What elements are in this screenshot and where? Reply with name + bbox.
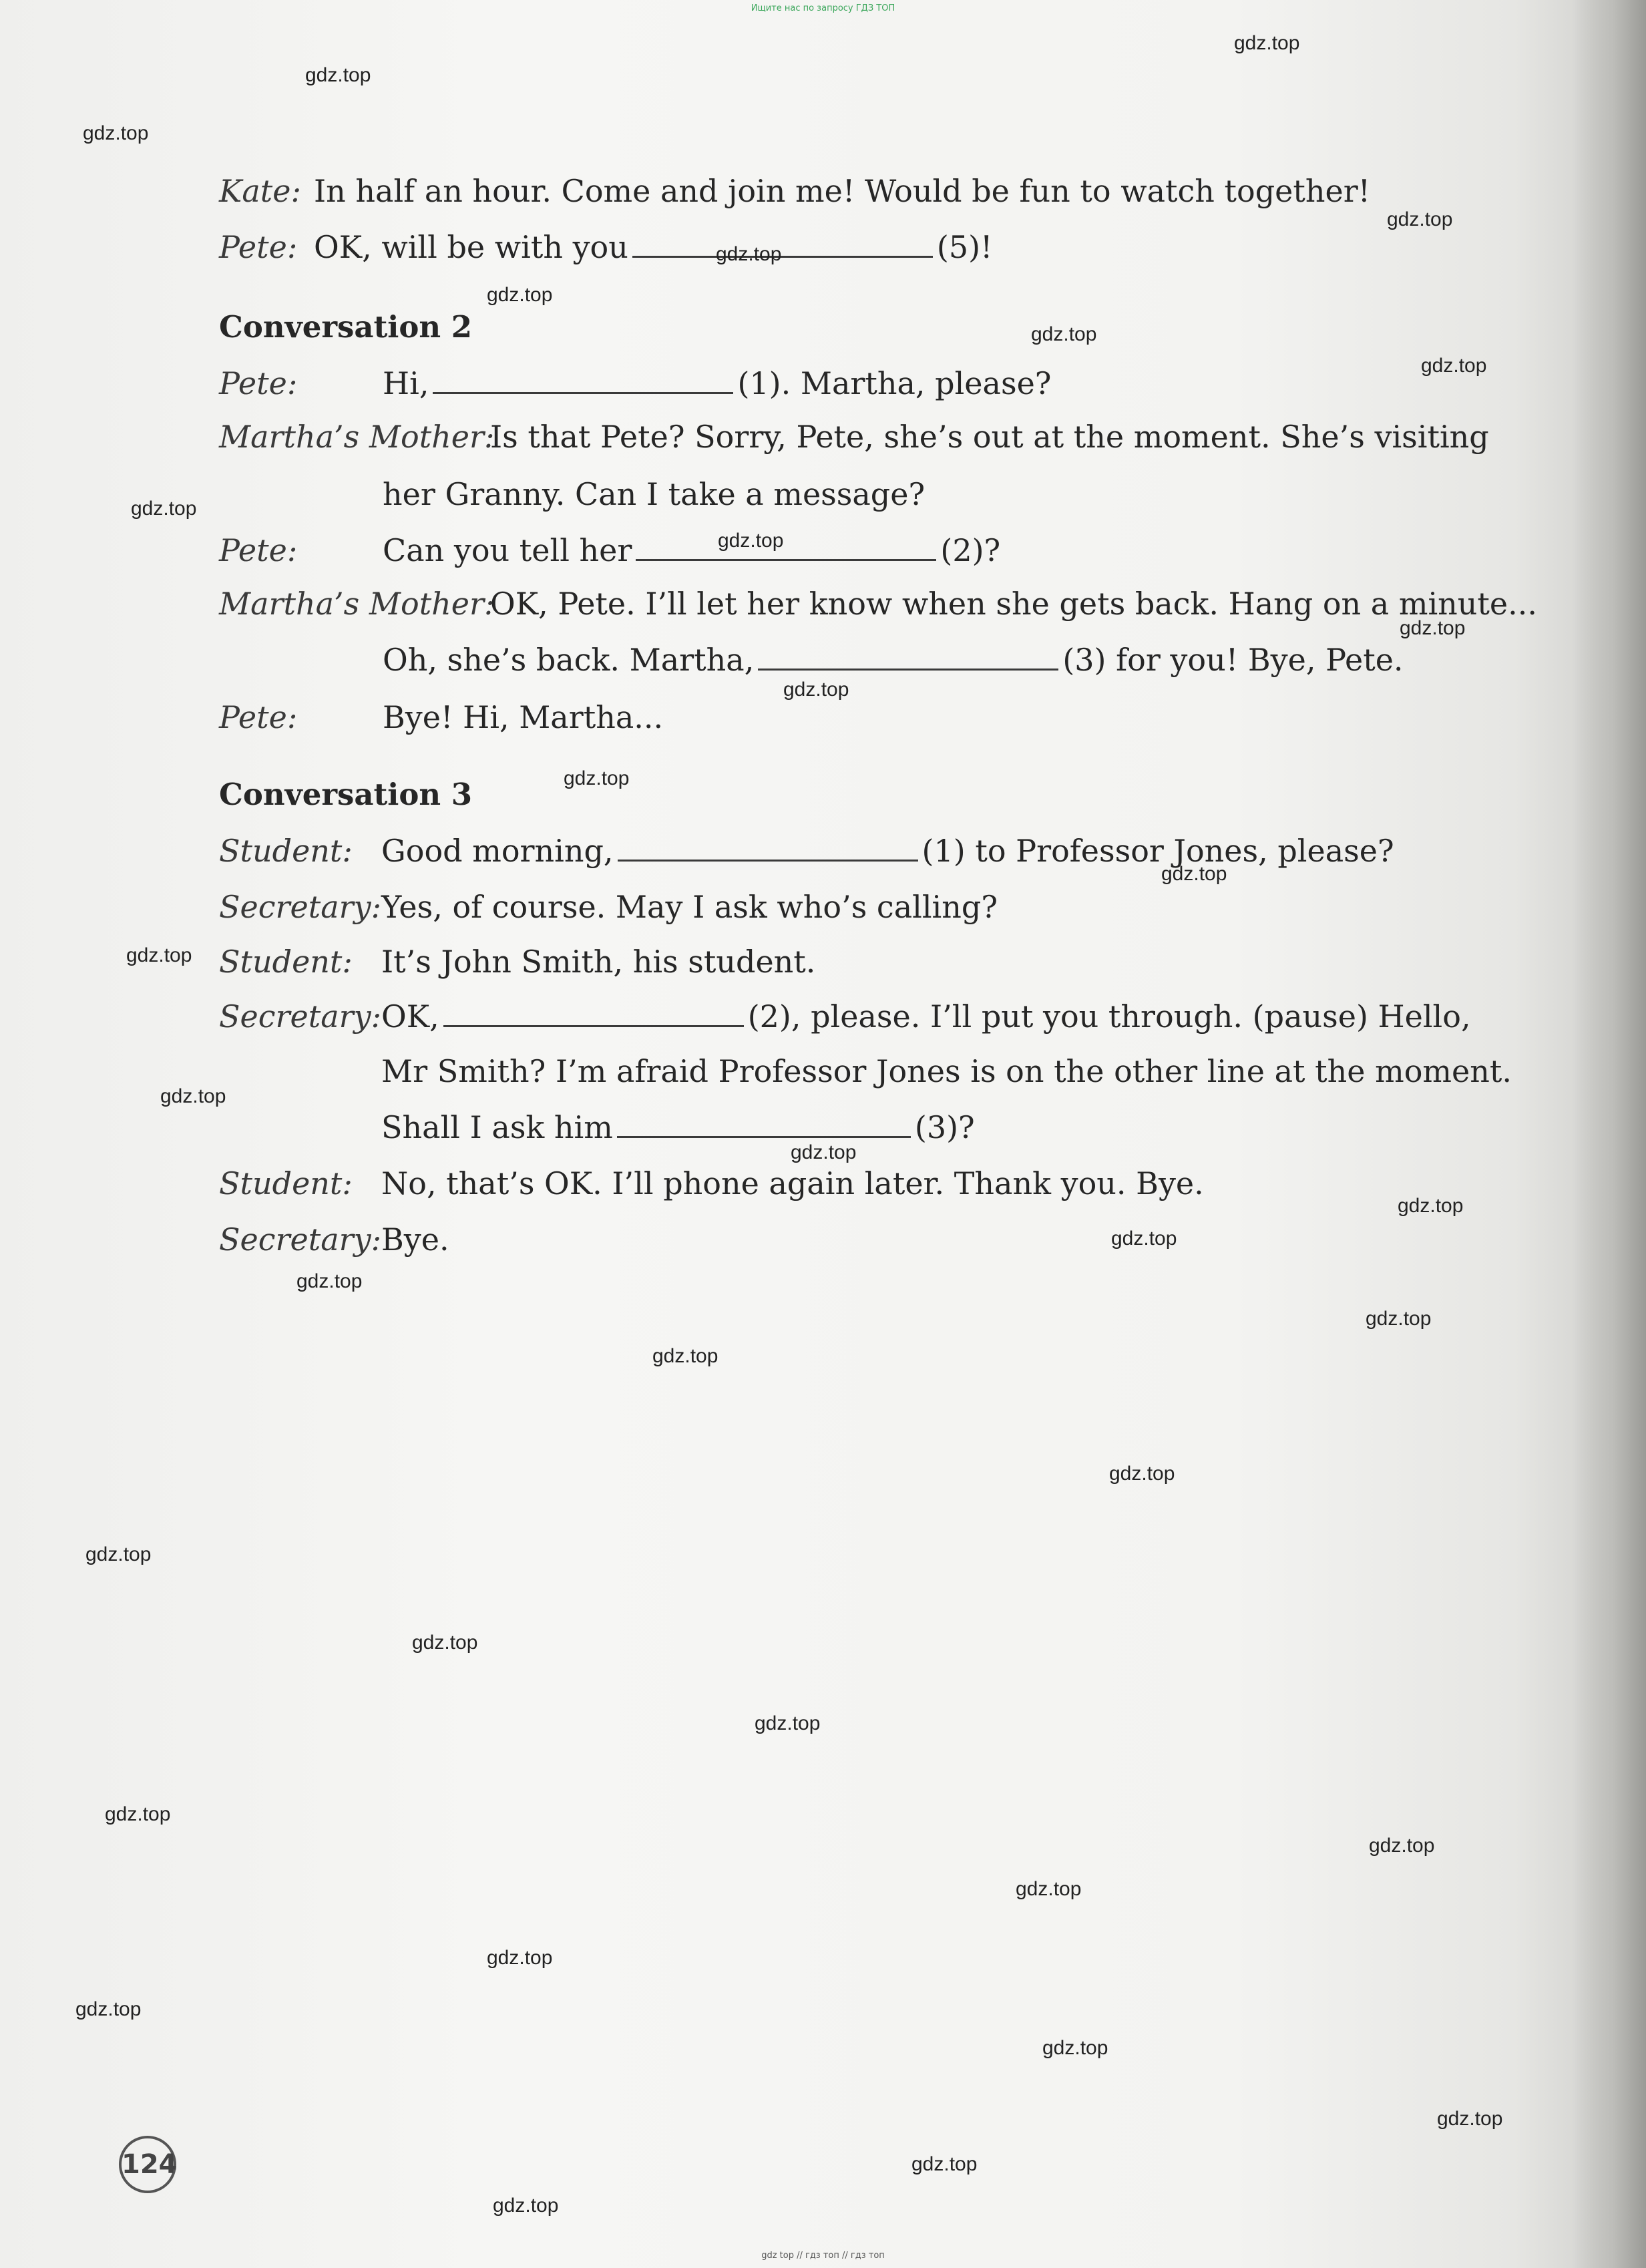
- watermark: gdz.top: [412, 1632, 478, 1654]
- watermark: gdz.top: [160, 1085, 226, 1107]
- answer-gap-1[interactable]: [433, 368, 733, 394]
- conv1-line-kate: [219, 172, 1370, 210]
- watermark: gdz.top: [85, 1543, 152, 1565]
- watermark: gdz.top: [1421, 355, 1487, 377]
- line-text: Yes, of course. May I ask who’s calling?: [381, 889, 998, 925]
- watermark: gdz.top: [783, 679, 849, 701]
- watermark: gdz.top: [105, 1803, 171, 1825]
- line-text: OK,: [381, 998, 439, 1034]
- watermark: gdz.top: [1234, 32, 1300, 54]
- line-text: (1) to Professor Jones, please?: [921, 833, 1394, 869]
- line-text: Can you tell her: [383, 532, 632, 568]
- watermark: gdz.top: [1109, 1463, 1175, 1485]
- conv2-line-7: [219, 699, 663, 736]
- book-gutter-shadow: [1573, 0, 1646, 2268]
- watermark: gdz.top: [1042, 2037, 1108, 2059]
- line-text: (3) for you! Bye, Pete.: [1062, 642, 1404, 678]
- line-text: (3)?: [914, 1109, 975, 1145]
- conv3-line-6: [381, 1109, 975, 1146]
- bleed-through-text-upper: [881, 160, 1549, 1296]
- watermark: gdz.top: [1400, 617, 1466, 639]
- answer-gap-3[interactable]: [617, 1112, 911, 1138]
- line-text: Shall I ask him: [381, 1109, 613, 1145]
- watermark: gdz.top: [131, 498, 197, 520]
- line-text: (2)?: [940, 532, 1001, 568]
- watermark: gdz.top: [83, 122, 149, 144]
- line-text: No, that’s OK. I’ll phone again later. Thank you. Bye.: [381, 1165, 1204, 1201]
- conv3-line-5: Mr Smith? I’m afraid Professor Jones is on the other line at the moment.: [381, 1053, 1512, 1089]
- line-text: Hi,: [383, 365, 429, 401]
- conv2-line-2: [219, 418, 1489, 455]
- speaker-label: Student:: [219, 833, 353, 869]
- answer-gap-5[interactable]: [632, 232, 933, 258]
- speaker-label: Pete:: [219, 229, 298, 265]
- watermark: gdz.top: [305, 64, 371, 86]
- speaker-label: Pete:: [219, 699, 298, 735]
- watermark: gdz.top: [1437, 2108, 1503, 2130]
- speaker-label: Kate:: [219, 173, 301, 209]
- watermark: gdz.top: [718, 530, 784, 552]
- speaker-label: Secretary:: [219, 889, 382, 925]
- watermark: gdz.top: [1016, 1878, 1082, 1900]
- conv3-line-3: [219, 943, 815, 980]
- line-text: Bye! Hi, Martha...: [383, 699, 664, 735]
- speaker-label: Pete:: [219, 532, 298, 568]
- line-text: (5)!: [936, 229, 993, 265]
- watermark: gdz.top: [487, 1947, 553, 1969]
- conv2-line-4: [219, 532, 1000, 569]
- watermark: gdz.top: [75, 1998, 142, 2020]
- answer-gap-3[interactable]: [758, 644, 1058, 671]
- watermark: gdz.top: [1111, 1227, 1177, 1250]
- conv3-line-8: [219, 1221, 449, 1258]
- speaker-label: Secretary:: [219, 1221, 382, 1258]
- watermark: gdz.top: [1387, 208, 1453, 230]
- line-text: OK, Pete. I’ll let her know when she gets back. Hang on a minute...: [490, 586, 1537, 622]
- line-text: It’s John Smith, his student.: [381, 944, 816, 980]
- header-search-link[interactable]: Ищите нас по запросу ГДЗ ТОП: [751, 3, 895, 13]
- line-text: Is that Pete? Sorry, Pete, she’s out at the moment. She’s visiting: [490, 419, 1489, 455]
- watermark: gdz.top: [126, 944, 192, 966]
- watermark: gdz.top: [296, 1270, 363, 1292]
- conv3-line-2: [219, 888, 998, 926]
- answer-gap-1[interactable]: [618, 835, 918, 862]
- watermark: gdz.top: [493, 2195, 559, 2217]
- bleed-through-text-lower: [214, 1416, 1482, 2057]
- watermark: gdz.top: [564, 767, 630, 789]
- watermark: gdz.top: [1366, 1308, 1432, 1330]
- speaker-label: Student:: [219, 1165, 353, 1201]
- conv2-line-6: [383, 641, 1404, 679]
- line-text: Good morning,: [381, 833, 614, 869]
- line-text: OK, will be with you: [314, 229, 628, 265]
- conv3-line-7: [219, 1165, 1204, 1202]
- conv2-line-3: her Granny. Can I take a message?: [383, 476, 925, 512]
- conv2-line-5: [219, 585, 1537, 622]
- conv3-line-4: [219, 998, 1471, 1035]
- conv1-line-pete: [219, 228, 993, 266]
- answer-gap-2[interactable]: [636, 535, 936, 561]
- watermark: gdz.top: [1398, 1195, 1464, 1217]
- speaker-label: Martha’s Mother:: [219, 419, 495, 455]
- footer-link[interactable]: gdz top // гдз топ // гдз топ: [761, 2251, 885, 2261]
- watermark: gdz.top: [791, 1141, 857, 1163]
- answer-gap-2[interactable]: [443, 1001, 744, 1027]
- line-text: Bye.: [381, 1221, 449, 1258]
- page-number: 124: [119, 2136, 176, 2193]
- watermark: gdz.top: [1369, 1835, 1435, 1857]
- watermark: gdz.top: [716, 243, 782, 265]
- line-text: Oh, she’s back. Martha,: [383, 642, 755, 678]
- watermark: gdz.top: [652, 1345, 718, 1367]
- conv2-line-1: [219, 365, 1051, 402]
- watermark: gdz.top: [911, 2153, 978, 2175]
- line-text: (1). Martha, please?: [737, 365, 1052, 401]
- speaker-label: Student:: [219, 944, 353, 980]
- conversation-3-title: Conversation 3: [219, 777, 473, 812]
- watermark: gdz.top: [1161, 863, 1227, 885]
- speaker-label: Martha’s Mother:: [219, 586, 495, 622]
- line-text: In half an hour. Come and join me! Would be fun to watch together!: [314, 173, 1371, 209]
- speaker-label: Pete:: [219, 365, 298, 401]
- speaker-label: Secretary:: [219, 998, 382, 1034]
- conversation-2-title: Conversation 2: [219, 309, 473, 345]
- watermark: gdz.top: [1031, 323, 1097, 345]
- watermark: gdz.top: [755, 1712, 821, 1734]
- watermark: gdz.top: [487, 284, 553, 306]
- line-text: (2), please. I’ll put you through. (pause) Hello,: [747, 998, 1471, 1034]
